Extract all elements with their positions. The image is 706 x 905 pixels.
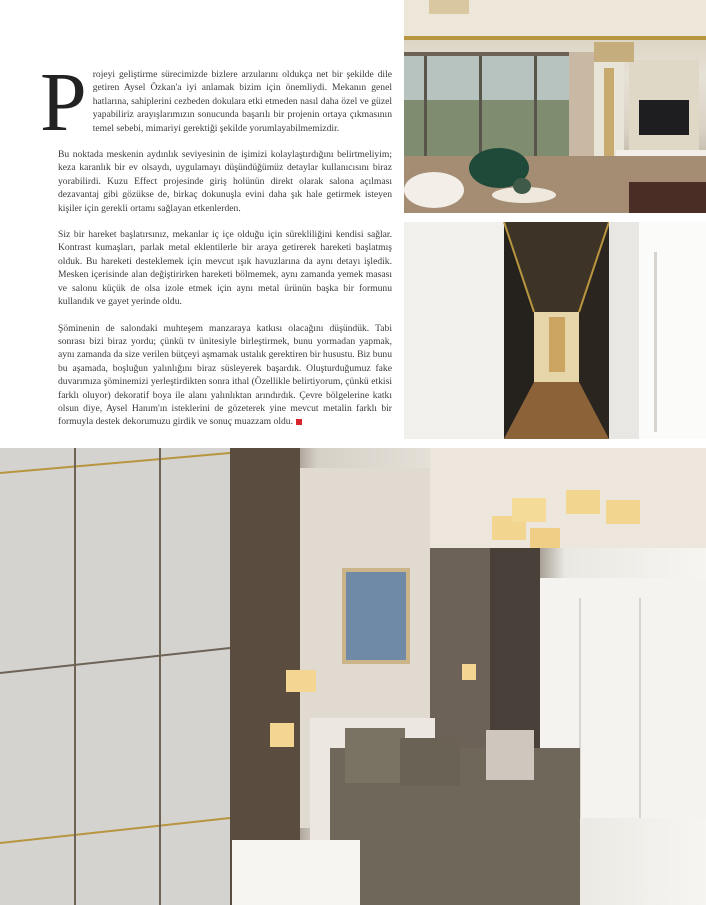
paragraph-2: Bu noktada meskenin aydınlık seviyesinin de işimizi kolaylaştırdığını belirtmeliyim; keza karanlık bir ev olsaydı, uygulamayı düşündüğümüz detaylar kullanıcısını biraz yorabilirdi. Kuzu Effect projesinde giriş holünün direkt olarak salona açılması dezavantaj gibi gözükse de, birkaç dokunuşla evini daha şık hale getirmek isteyen kişiler için gerekli ortamı sağlayan etkenlerden. bbox=[58, 149, 392, 214]
bedroom-photo bbox=[0, 448, 706, 905]
corridor-photo bbox=[404, 222, 706, 439]
paragraph-3: Siz bir hareket başlatırsınız, mekanlar iç içe olduğu için sürekliliğini kendisi sağlar. Kontrast kumaşları, parlak metal eklentilerle bir araya getirerek hareketi başlatmış olduk. Bu hareketi desteklemek için mevcut ışık havuzlarına da aynı detayı işledik. Mesken içerisinde alan değiştirirken hareketi bölmemek, aynı zamanda yemek masası ve salonu küçük de olsa izole etmek için aynı metal ürünün başka bir formunu kullandık ve gayet yerinde oldu. bbox=[58, 229, 392, 308]
paragraph-4 bbox=[58, 322, 392, 429]
drop-cap: P bbox=[40, 56, 87, 149]
corridor-illustration bbox=[404, 222, 706, 439]
article-body bbox=[40, 56, 392, 442]
living-room-illustration bbox=[404, 0, 706, 213]
living-room-photo bbox=[404, 0, 706, 213]
paragraph-4-text: Şöminenin de salondaki muhteşem manzaraya katkısı olacağını düşündük. Tabi sonrası bizi biraz yordu; çünkü tv ünitesiyle birleştirmek, bunu yormadan yapmak, aynı zamanda da size verilen bütçeyi aşmamak ustalık gerektiren bir husustu. Biz bunu bu aşamada, boşluğun yalınlığını biraz süsleyerek başardık. Oluşturduğumuz fake duvarımıza şöminemizi yerleştirdikten sonra ithal (Özellikle belirtiyorum, çünkü etkisi farklı oluyor) dekoratif boya ile alanı yalınlıktan arındırdık. Çevre bölgelerine katkı olsun diye, Aysel Hanım'ın isteklerini de gözeterek yine mevcut metalin farklı bir formuyla destek dekorumuzu girdik ve sonuç muazzam oldu. bbox=[58, 322, 392, 428]
end-of-article-mark bbox=[296, 419, 302, 425]
paragraph-1-text: rojeyi geliştirme sürecimizde bizlere arzularını oldukça net bir şekilde dile getiren Aysel Özkan'a iyi anlamak bizim için önemliydi. Mekanın genel hatlarına, sahiplerini cezbeden dokulara etki etmeden nasıl daha özel ve güzel yapabiliriz arayışlarımızın sonucunda başarılı bir projenin ortaya çıkmasının temel sebebi, mimariyi gerektiği şekilde yorumlayabilmemizdir. bbox=[92, 69, 392, 134]
bedroom-illustration bbox=[0, 448, 706, 905]
paragraph-1 bbox=[40, 56, 392, 149]
